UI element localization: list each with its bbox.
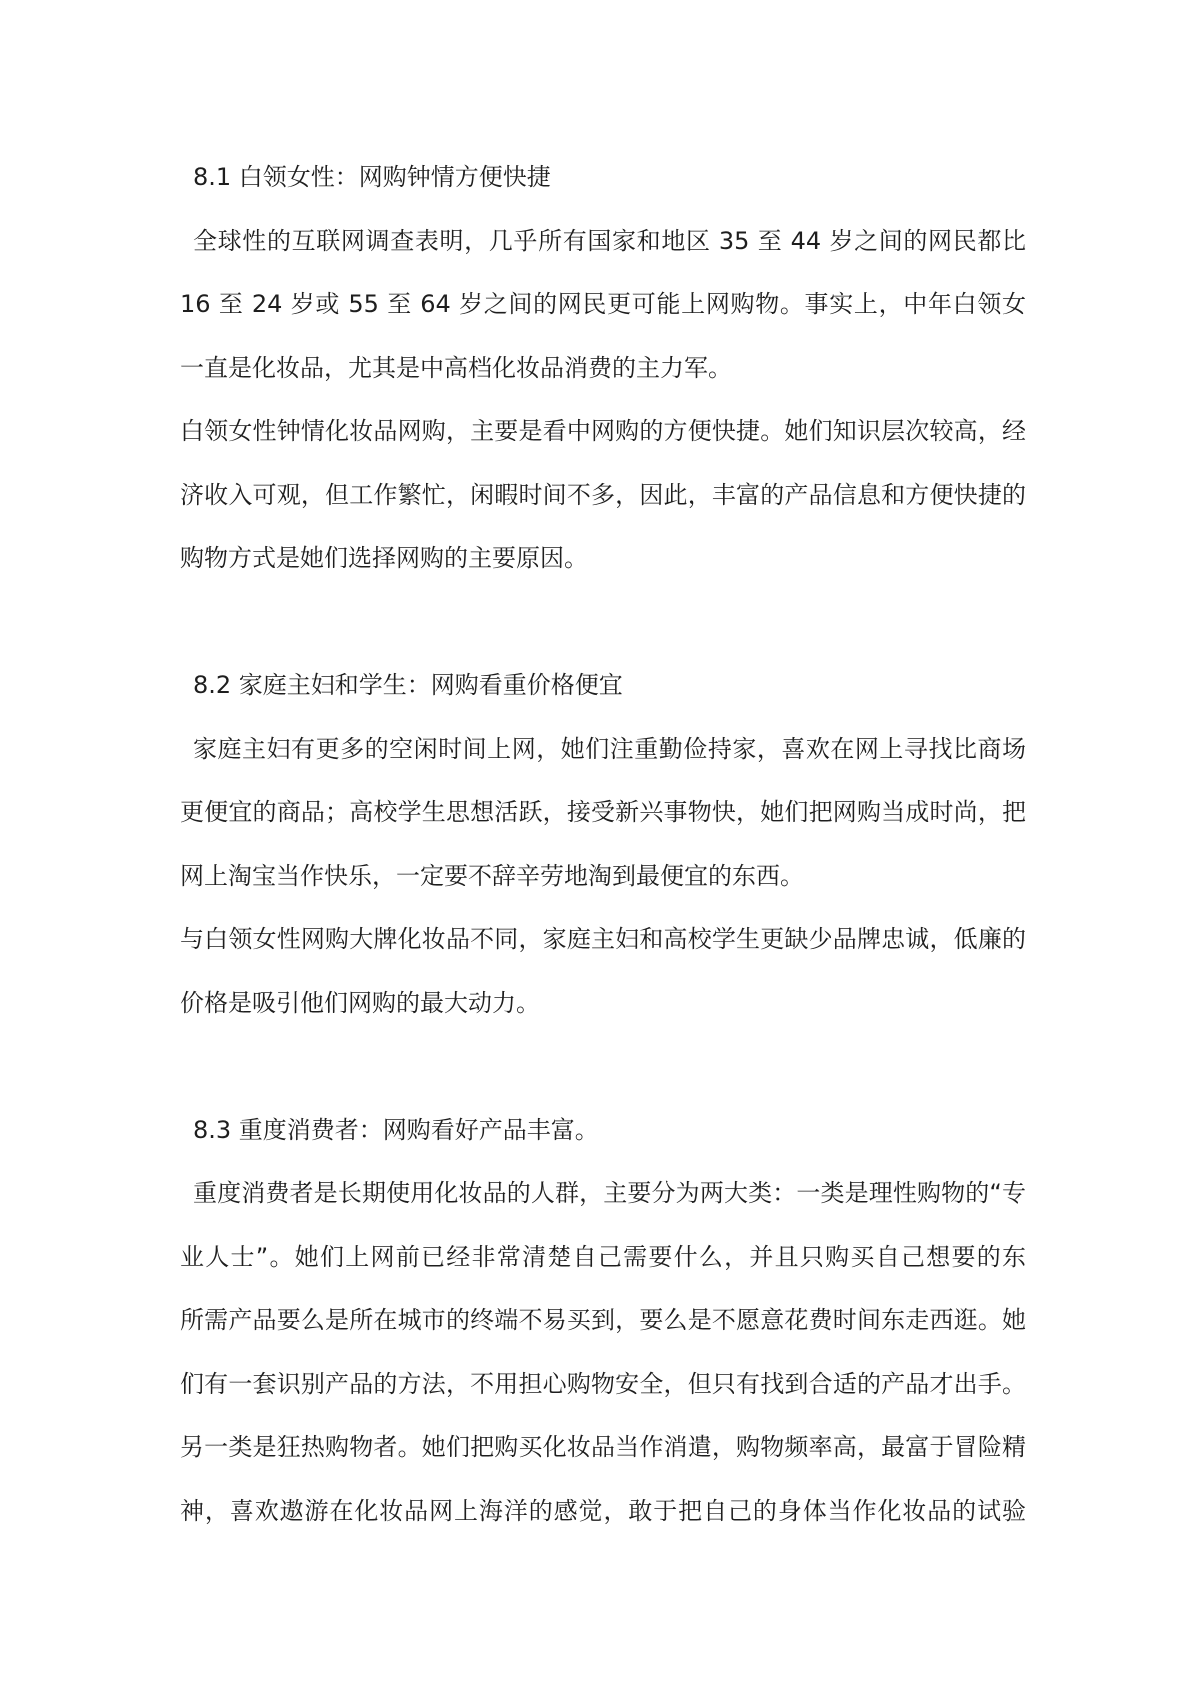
section-spacer <box>180 1035 1026 1099</box>
paragraph-line: 网上淘宝当作快乐，一定要不辞辛劳地淘到最便宜的东西。 <box>180 861 804 890</box>
paragraph-line: 购物方式是她们选择网购的主要原因。 <box>180 544 588 572</box>
section-heading: 8.1 白领女性：网购钟情方便快捷 <box>193 163 551 191</box>
section-spacer <box>180 591 1026 655</box>
paragraph-line: 另一类是狂热购物者。她们把购买化妆品当作消遣，购物频率高，最富于冒险精 <box>180 1433 1026 1461</box>
section-heading: 8.3 重度消费者：网购看好产品丰富。 <box>193 1115 599 1144</box>
paragraph-line: 白领女性钟情化妆品网购，主要是看中网购的方便快捷。她们知识层次较高，经 <box>180 417 1026 445</box>
paragraph-line: 价格是吸引他们网购的最大动力。 <box>180 988 540 1017</box>
paragraph-line: 与白领女性网购大牌化妆品不同，家庭主妇和高校学生更缺少品牌忠诚，低廉的 <box>180 925 1026 953</box>
section-heading: 8.2 家庭主妇和学生：网购看重价格便宜 <box>193 671 623 699</box>
paragraph-line: 所需产品要么是所在城市的终端不易买到，要么是不愿意花费时间东走西逛。她 <box>180 1306 1026 1334</box>
paragraph-line: 16 至 24 岁或 55 至 64 岁之间的网民更可能上网购物。事实上，中年白领女 <box>180 290 1026 318</box>
paragraph-line: 神，喜欢遨游在化妆品网上海洋的感觉，敢于把自己的身体当作化妆品的试验 <box>180 1496 1026 1525</box>
paragraph-line: 家庭主妇有更多的空闲时间上网，她们注重勤俭持家，喜欢在网上寻找比商场 <box>193 734 1026 763</box>
paragraph-line: 全球性的互联网调查表明，几乎所有国家和地区 35 至 44 岁之间的网民都比 <box>193 226 1026 255</box>
paragraph-line: 更便宜的商品；高校学生思想活跃，接受新兴事物快，她们把网购当成时尚，把 <box>180 798 1026 826</box>
paragraph-line: 重度消费者是长期使用化妆品的人群，主要分为两大类：一类是理性购物的“专 <box>193 1179 1026 1207</box>
paragraph-line: 济收入可观，但工作繁忙，闲暇时间不多，因此，丰富的产品信息和方便快捷的 <box>180 480 1026 509</box>
document-page <box>180 146 1026 1543</box>
paragraph-line: 业人士”。她们上网前已经非常清楚自己需要什么，并且只购买自己想要的东 <box>180 1242 1026 1271</box>
paragraph-line: 们有一套识别产品的方法，不用担心购物安全，但只有找到合适的产品才出手。 <box>180 1369 1026 1398</box>
paragraph-line: 一直是化妆品，尤其是中高档化妆品消费的主力军。 <box>180 353 732 382</box>
